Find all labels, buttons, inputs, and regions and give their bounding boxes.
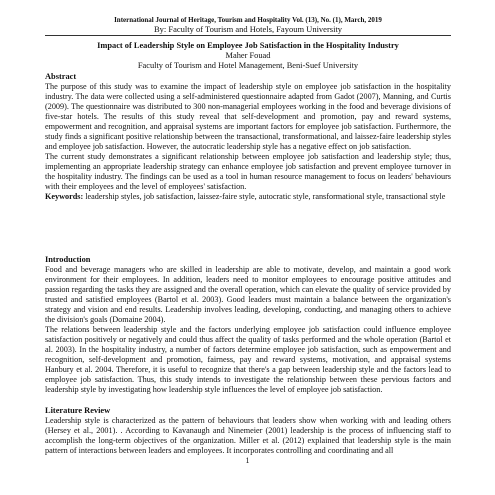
keywords-line	[45, 192, 451, 202]
introduction-paragraph-1: Food and beverage managers who are skilled in leadership are able to motivate, develop, and maintain a good work environment for their employees. In addition, leaders need to monitor employees to encourage positive attitudes and passion regarding the tasks they are assigned and the overall operation, which can elevate the quality of service provided by trusted and satisfied employees (Bartol et al. 2003). Good leaders must maintain a balance between the organization's strategy and vision and end results. Leadership involves leading, developing, conducting, and managing others to achieve the division's goals (Domaine 2004).	[45, 265, 451, 324]
literature-review-section	[45, 416, 451, 456]
abstract-paragraph-1: The purpose of this study was to examine the impact of leadership style on employee job satisfaction in the hospitality industry. The data were collected using a self-administered questionnaire adapted from Gadot (2007), Manning, and Curtis (2009). The questionnaire was distributed to 300 non-managerial employees working in the food and beverage divisions of five-star hotels. The results of this study reveal that self-development and promotion, pay and reward systems, empowerment and recognition, and appraisal systems are important factors for employee job satisfaction. Furthermore, the study finds a significant positive relationship between the transactional, transformational, and laissez-faire leadership styles and employee job satisfaction. However, the autocratic leadership style has a negative effect on job satisfaction.	[45, 82, 451, 151]
keywords-text: leadership styles, job satisfaction, laissez-faire style, autocratic style, ransformational style, transactional style	[83, 192, 446, 201]
journal-header: International Journal of Heritage, Tourism and Hospitality Vol. (13), No. (1), March, 2019	[114, 16, 382, 24]
author-name: Maher Fouad	[225, 51, 271, 60]
introduction-heading: Introduction	[45, 255, 91, 264]
abstract-heading: Abstract	[45, 72, 77, 81]
page-number: 1	[245, 456, 250, 465]
author-affiliation: Faculty of Tourism and Hotel Management, Beni-Suef University	[137, 61, 359, 70]
abstract-section	[45, 82, 451, 202]
paper-title: Impact of Leadership Style on Employee Job Satisfaction in the Hospitality Industry	[97, 41, 399, 50]
introduction-paragraph-2: The relations between leadership style and the factors underlying employee job satisfaction could influence employee satisfaction positively or negatively and could thus affect the quality of tasks performed and the whole operation (Bartol et al. 2003). In the hospitality industry, a number of factors determine employee job satisfaction, such as empowerment and recognition, self-development and promotion, fairness, pay and reward systems, motivation, and appraisal systems Hanbury et al. 2004. Therefore, it is useful to recognize that there's a gap between leadership style and the factors lead to employee job satisfaction. Thus, this study intends to investigate the relationship between these pervious factors and leadership style by investigating how leadership style influences the level of employee job satisfaction.	[45, 325, 451, 394]
introduction-section	[45, 265, 451, 395]
literature-paragraph-1: Leadership style is characterized as the pattern of behaviours that leaders show when working with and leading others (Hersey et al., 2001). . According to Kavanaugh and Ninemeier (2001) leadership is the process of influencing staff to accomplish the long-term objectives of the organization. Miller et al. (2012) explained that leadership style is the main pattern of interactions between leaders and employees. It incorporates controlling and coordinating and all	[45, 416, 451, 455]
keywords-label: Keywords:	[45, 192, 84, 201]
header-rule	[45, 35, 451, 36]
abstract-paragraph-2: The current study demonstrates a significant relationship between employee job satisfaction and leadership style; thus, implementing an appropriate leadership strategy can enhance employee job satisfaction and prevent employee turnover in the hospitality industry. The findings can be used as a tool in human resource management to focus on leaders' behaviours with their employees and the level of employees' satisfaction.	[45, 152, 451, 191]
faculty-header: By: Faculty of Tourism and Hotels, Fayoum University	[153, 24, 343, 34]
literature-review-heading: Literature Review	[45, 406, 111, 415]
